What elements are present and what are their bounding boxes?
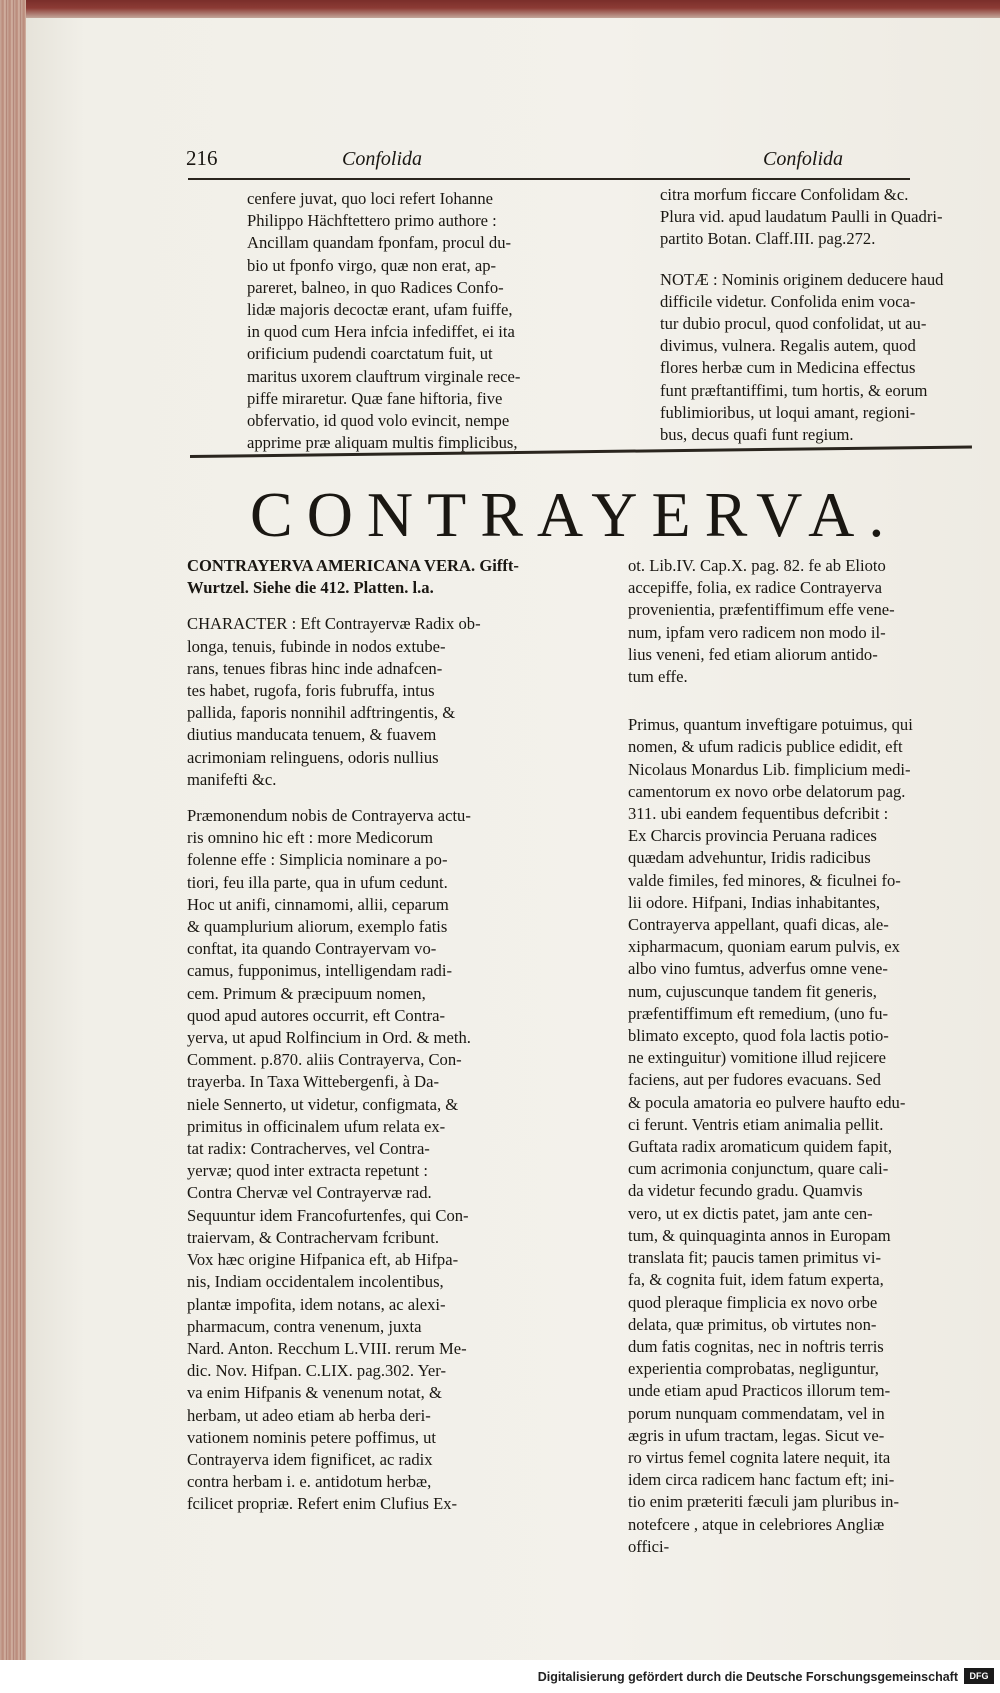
text-line: delata, quæ primitus, ob virtutes non- [628, 1314, 877, 1334]
text-line: primitus in officinalem ufum relata ex- [187, 1116, 446, 1136]
text-line: diutius manducata tenuem, & fuavem [187, 725, 437, 745]
text-line: folenne effe : Simplicia nominare a po- [187, 850, 448, 870]
text-line: fcilicet propriæ. Refert enim Clufius Ex- [187, 1494, 458, 1514]
text-line: longa, tenuis, fubinde in nodos extube- [187, 636, 446, 656]
text-line: divimus, vulnera. Regalis autem, quod [660, 336, 916, 356]
text-line: difficile videtur. Confolida enim voca- [660, 291, 916, 311]
text-line: Contra Chervæ vel Contrayervæ rad. [187, 1183, 432, 1203]
text-line: Primus, quantum inveftigare potuimus, qui [628, 715, 913, 735]
text-line: Nard. Anton. Recchum L.VIII. rerum Me- [187, 1338, 467, 1358]
book-spine-edge [0, 0, 26, 1660]
text-line: maritus uxorem clauftrum virginale rece- [247, 366, 521, 386]
text-line: nomen, & ufum radicis publice edidit, eft [628, 737, 903, 757]
text-line: blimato excepto, quod fola lactis potio- [628, 1026, 889, 1046]
text-line: idem circa radicem hanc factum eft; ini- [628, 1470, 895, 1490]
text-line: Hoc ut anifi, cinnamomi, allii, ceparum [187, 894, 449, 914]
text-line: manifefti &c. [187, 769, 277, 789]
text-line: niele Sennerto, ut videtur, configmata, & [187, 1094, 459, 1114]
text-line: tiori, feu illa parte, qua in ufum cedunt. [187, 872, 448, 892]
text-line: tur dubio procul, quod confolidat, ut au- [660, 314, 927, 334]
section-title: CONTRAYERVA. [250, 479, 899, 550]
text-line: accepiffe, folia, ex radice Contrayerva [628, 578, 882, 598]
text-line: orificium pudendi coarctatum fuit, ut [247, 344, 493, 364]
text-line: flores herbæ cum in Medicina effectus [660, 358, 916, 378]
text-line: bio ut fponfo virgo, quæ non erat, ap- [247, 255, 497, 275]
text-line: traiervam, & Contrachervam fcribunt. [187, 1227, 440, 1247]
text-line: fublimioribus, ut loqui amant, regioni- [660, 402, 916, 422]
text-line: Contrayerva idem fignificet, ac radix [187, 1449, 433, 1469]
left-column [187, 555, 579, 1516]
text-line: cem. Primum & præcipuum nomen, [187, 983, 426, 1003]
text-line: offici- [628, 1536, 670, 1556]
entry-heading-line: Wurtzel. Siehe die 412. Platten. l.a. [187, 578, 434, 598]
text-line: provenientia, præfentiffimum effe vene- [628, 600, 895, 620]
text-line: præfentiffimum eft remedium, (uno fu- [628, 1003, 889, 1023]
text-line: herbam, ut adeo etiam ab herba deri- [187, 1405, 431, 1425]
text-line: ot. Lib.IV. Cap.X. pag. 82. fe ab Elioto [628, 556, 886, 575]
top-right-column [660, 184, 978, 446]
running-head-right: Confolida [763, 148, 844, 170]
text-line: Comment. p.870. aliis Contrayerva, Con- [187, 1050, 462, 1070]
text-line: cum acrimonia conjunctum, quare cali- [628, 1159, 889, 1179]
text-line: valde fimiles, fed minores, & ficulnei fo- [628, 870, 901, 890]
text-line: Vox hæc origine Hifpanica eft, ab Hifpa- [187, 1250, 459, 1270]
text-line: NOTÆ : Nominis originem deducere haud [660, 269, 944, 289]
text-line: unde etiam apud Practicos illorum tem- [628, 1381, 891, 1401]
dfg-logo: DFG [964, 1668, 994, 1684]
header-rule [188, 178, 910, 180]
text-line: & pocula amatoria eo pulvere haufto edu- [628, 1092, 906, 1112]
text-line: yerva, ut apud Rolfincium in Ord. & meth. [187, 1028, 471, 1048]
text-line: faciens, aut per fudores evacuans. Sed [628, 1070, 881, 1090]
text-line: apprime præ aliquam multis fimplicibus, [247, 433, 518, 453]
text-line: vationem nominis petere poffimus, ut [187, 1427, 437, 1447]
text-line: obfervatio, id quod volo evincit, nempe [247, 411, 510, 431]
text-line: dic. Nov. Hifpan. C.LIX. pag.302. Yer- [187, 1361, 446, 1381]
text-line: quod apud autores occurrit, eft Contra- [187, 1005, 446, 1025]
text-line: Ex Charcis provincia Peruana radices [628, 826, 877, 846]
text-line: translata fit; paucis tamen primitus vi- [628, 1248, 881, 1268]
text-line: pharmacum, contra venenum, juxta [187, 1316, 422, 1336]
text-line: piffe miraretur. Quæ fane hiftoria, five [247, 388, 503, 408]
text-line: contra herbam i. e. antidotum herbæ, [187, 1472, 432, 1492]
text-line: lidæ majoris decoctæ erant, ufam fuiffe, [247, 300, 513, 320]
text-line: acrimoniam relinguens, odoris nullius [187, 747, 439, 767]
right-column [628, 555, 980, 1558]
text-line: dum fatis cognitas, nec in noftris terris [628, 1336, 884, 1356]
text-line: trayerba. In Taxa Wittebergenfi, à Da- [187, 1072, 440, 1092]
text-line: Sequuntur idem Francofurtenfes, qui Con- [187, 1205, 469, 1225]
text-line: pareret, balneo, in quo Radices Confo- [247, 277, 504, 297]
text-line: ne extinguitur) vomitione illud rejicere [628, 1048, 887, 1068]
text-line: camentorum ex novo orbe delatorum pag. [628, 781, 906, 801]
text-line: cenfere juvat, quo loci refert Iohanne [247, 189, 494, 208]
text-line: lius veneni, fed etiam aliorum antido- [628, 644, 878, 664]
text-line: quædam advehuntur, Iridis radicibus [628, 848, 871, 868]
text-line: funt præftantiffimi, tum hortis, & eorum [660, 380, 928, 400]
text-line: citra morfum ficcare Confolidam &c. [660, 185, 909, 204]
text-line: plantæ impofita, idem notans, ac alexi- [187, 1294, 446, 1314]
text-line: Ancillam quandam fponfam, procul du- [247, 233, 512, 253]
text-line: Contrayerva appellant, quafi dicas, ale- [628, 915, 889, 935]
running-head-left: Confolida [342, 148, 423, 170]
text-line: nis, Indiam occidentalem incolentibus, [187, 1272, 444, 1292]
text-line: tum, & quinquaginta annos in Europam [628, 1225, 891, 1245]
text-line: Philippo Hächftettero primo authore : [247, 211, 497, 231]
text-line: 311. ubi eandem fequentibus defcribit : [628, 804, 889, 824]
text-line: xipharmacum, quoniam earum pulvis, ex [628, 937, 900, 957]
text-line: experientia comprobatas, negliguntur, [628, 1359, 879, 1379]
text-line: conftat, ita quando Contrayervam vo- [187, 939, 437, 959]
text-line: tio enim præteriti fæculi jam pluribus in- [628, 1492, 899, 1512]
text-line: Guftata radix aromaticum quidem fapit, [628, 1137, 893, 1157]
text-line: & quamplurium aliorum, exemplo fatis [187, 917, 448, 937]
entry-heading-line: CONTRAYERVA AMERICANA VERA. Gifft- [187, 556, 519, 575]
text-line: rans, tenues fibras hinc inde adnafcen- [187, 658, 443, 678]
page-number: 216 [186, 146, 218, 170]
text-line: Præmonendum nobis de Contrayerva actu- [187, 806, 471, 826]
text-line: ro virtus femel cognita latere nequit, ita [628, 1447, 891, 1467]
text-line: CHARACTER : Eft Contrayervæ Radix ob- [187, 614, 481, 634]
text-line: va enim Hifpanis & venenum notat, & [187, 1383, 442, 1403]
digitization-credit: Digitalisierung gefördert durch die Deutsche Forschungsgemeinschaft [537, 1670, 958, 1684]
text-line: tum effe. [628, 667, 688, 687]
text-line: partito Botan. Claff.III. pag.272. [660, 229, 876, 249]
text-line: Plura vid. apud laudatum Paulli in Quadri- [660, 207, 943, 227]
top-left-column [247, 188, 577, 454]
text-line: da videtur fecundo gradu. Quamvis [628, 1181, 863, 1201]
text-line: porum nunquam commendatam, vel in [628, 1403, 885, 1423]
text-line: tat radix: Contracherves, vel Contra- [187, 1139, 430, 1159]
text-line: num, cujuscunque tandem fit generis, [628, 981, 877, 1001]
text-line: in quod cum Hera infcia infediffet, ei ita [247, 322, 515, 342]
text-line: pallida, faporis nonnihil adftringentis, & [187, 703, 456, 723]
text-line: fa, & cognita fuit, idem fatum experta, [628, 1270, 884, 1290]
text-line: ci ferunt. Ventris etiam animalia pellit. [628, 1114, 884, 1134]
text-line: bus, decus quafi funt regium. [660, 425, 854, 445]
text-line: Nicolaus Monardus Lib. fimplicium medi- [628, 759, 911, 779]
text-line: ægris in ufum tractam, legas. Sicut ve- [628, 1425, 885, 1445]
text-line: notefcere , atque in celebriores Angliæ [628, 1514, 885, 1534]
text-line: vero, ut ex dictis patet, jam ante cen- [628, 1203, 873, 1223]
text-line: camus, fupponimus, intelligendam radi- [187, 961, 452, 981]
text-line: ris omnino hic eft : more Medicorum [187, 828, 434, 848]
text-line: lii odore. Hifpani, Indias inhabitantes, [628, 892, 881, 912]
text-line: albo vino fumtus, adverfus omne vene- [628, 959, 888, 979]
text-line: tes habet, rugofa, foris fubruffa, intus [187, 681, 435, 701]
text-line: num, ipfam vero radicem non modo il- [628, 622, 886, 642]
text-line: yervæ; quod inter extracta repetunt : [187, 1161, 428, 1181]
text-line: quod pleraque fimplicia ex novo orbe [628, 1292, 878, 1312]
